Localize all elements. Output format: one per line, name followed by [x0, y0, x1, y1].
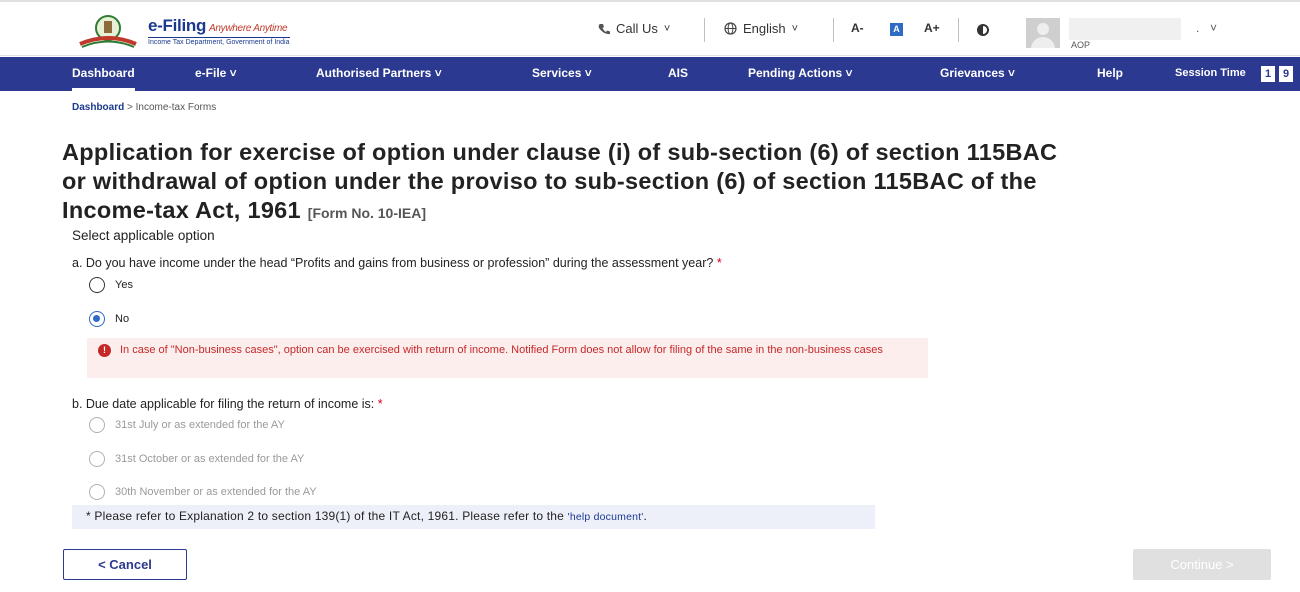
chevron-down-icon[interactable]: ˅	[1210, 21, 1218, 35]
call-us-label: Call Us	[616, 21, 658, 36]
option-31-october[interactable]	[89, 451, 304, 467]
language-label: English	[743, 21, 786, 36]
phone-icon	[598, 23, 610, 35]
font-decrease-button[interactable]: A-	[851, 21, 864, 35]
nav-dashboard[interactable]: Dashboard	[72, 57, 135, 91]
nav-pending-actions[interactable]: Pending Actions ˅	[748, 66, 853, 80]
contrast-icon[interactable]	[977, 24, 989, 36]
chevron-down-icon: ˅	[791, 22, 799, 35]
divider	[833, 18, 834, 42]
font-default-button[interactable]: A	[890, 23, 903, 36]
user-type: AOP	[1071, 40, 1091, 50]
form-number-tag: [Form No. 10-IEA]	[307, 205, 427, 221]
breadcrumb-separator: >	[127, 102, 133, 113]
language-dropdown[interactable]	[724, 21, 798, 36]
session-time-digit: 9	[1279, 66, 1293, 82]
nav-e-file[interactable]: e-File ˅	[195, 66, 237, 80]
nav-help[interactable]: Help	[1097, 66, 1124, 80]
help-note-end: .	[643, 509, 648, 523]
brand-subtitle: Income Tax Department, Government of India	[148, 39, 290, 46]
radio-yes[interactable]	[89, 277, 105, 293]
option-no-label: No	[115, 313, 130, 325]
nav-services[interactable]: Services ˅	[532, 66, 592, 80]
breadcrumb-current: Income-tax Forms	[135, 102, 217, 113]
page-title-text: Application for exercise of option under clause (i) of sub-section (6) of section 115BAC or withdrawal of option under the proviso to sub-section (6) of section 115BAC of the Income-tax Act, 1961	[62, 139, 1058, 223]
cancel-button[interactable]: < Cancel	[63, 549, 187, 580]
option-yes-label: Yes	[115, 279, 133, 291]
brand-tagline: Anywhere Anytime	[209, 23, 288, 34]
alert-text: In case of "Non-business cases", option can be exercised with return of income. Notified Form does not allow for filing of the same in the non-business cases	[120, 344, 883, 356]
non-business-alert	[87, 338, 928, 378]
question-b-text: b. Due date applicable for filing the return of income is:	[72, 397, 375, 411]
divider	[958, 18, 959, 42]
continue-button[interactable]: Continue >	[1133, 549, 1271, 580]
radio-31-july[interactable]	[89, 417, 105, 433]
main-nav	[0, 57, 1300, 91]
option-30-november-label: 30th November or as extended for the AY	[115, 486, 317, 498]
radio-30-november[interactable]	[89, 484, 105, 500]
question-b	[72, 397, 383, 411]
required-marker: *	[716, 256, 722, 270]
avatar[interactable]	[1026, 18, 1060, 48]
session-time-digit: 1	[1261, 66, 1275, 82]
breadcrumb	[72, 102, 216, 113]
nav-authorised-partners[interactable]: Authorised Partners ˅	[316, 66, 442, 80]
globe-icon	[724, 22, 737, 35]
nav-ais[interactable]: AIS	[668, 66, 689, 80]
question-a-text: a. Do you have income under the head “Profits and gains from business or profession” during the assessment year?	[72, 256, 714, 270]
session-time-label: Session Time	[1175, 67, 1246, 79]
option-yes[interactable]	[89, 277, 133, 293]
page-title	[62, 138, 1062, 228]
nav-grievances[interactable]: Grievances ˅	[940, 66, 1016, 80]
call-us-dropdown[interactable]	[598, 21, 670, 36]
help-note	[72, 505, 875, 529]
option-no[interactable]	[89, 311, 129, 327]
emblem-logo[interactable]	[74, 14, 142, 48]
chevron-down-icon: ˅	[663, 22, 671, 35]
option-31-july[interactable]	[89, 417, 285, 433]
top-header	[0, 0, 1300, 56]
user-name-suffix: .	[1196, 21, 1200, 35]
section-label: Select applicable option	[72, 228, 215, 243]
help-document-link[interactable]: 'help document'	[567, 511, 644, 523]
divider	[704, 18, 705, 42]
brand-title: e-Filing Anywhere Anytime	[148, 16, 288, 35]
radio-31-october[interactable]	[89, 451, 105, 467]
error-icon: !	[98, 344, 111, 357]
option-30-november[interactable]	[89, 484, 317, 500]
radio-no[interactable]	[89, 311, 105, 327]
brand[interactable]	[148, 16, 290, 46]
required-marker: *	[377, 397, 383, 411]
option-31-july-label: 31st July or as extended for the AY	[115, 419, 285, 431]
question-a	[72, 256, 722, 270]
user-name-redacted[interactable]	[1069, 18, 1181, 40]
help-note-text: * Please refer to Explanation 2 to section 139(1) of the IT Act, 1961. Please refer to the	[86, 509, 565, 523]
breadcrumb-dashboard-link[interactable]: Dashboard	[72, 102, 125, 113]
option-31-october-label: 31st October or as extended for the AY	[115, 453, 305, 465]
font-increase-button[interactable]: A+	[924, 21, 940, 35]
